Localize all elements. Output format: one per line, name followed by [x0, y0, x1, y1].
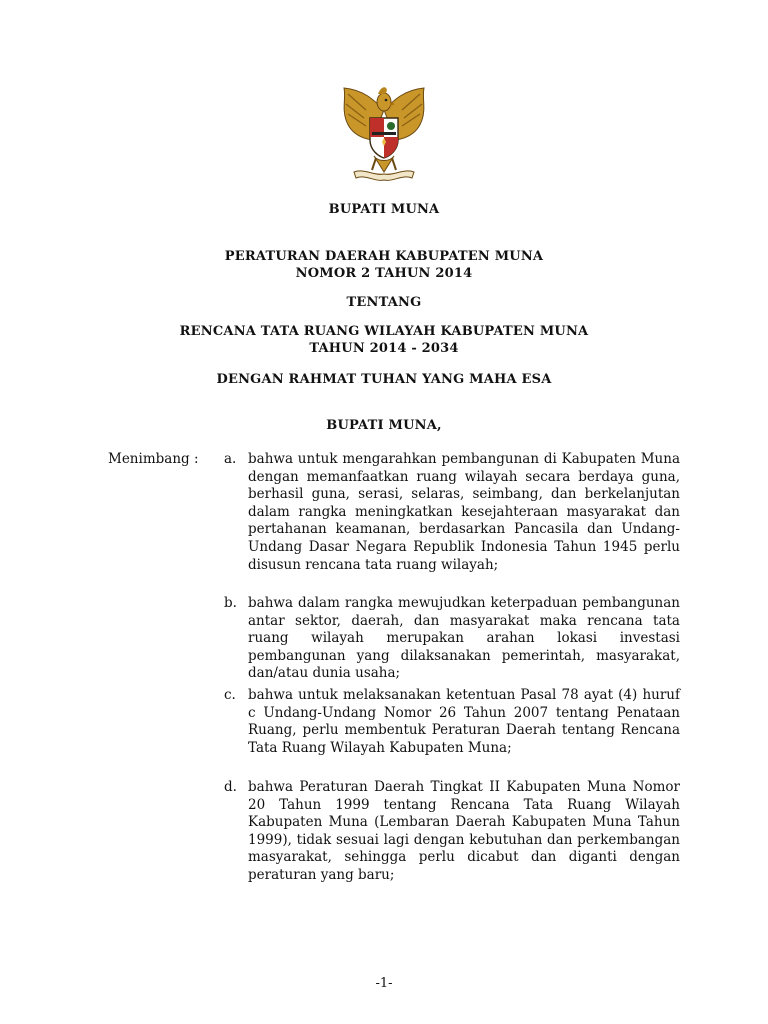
item-letter: d.: [224, 779, 237, 795]
page-number: -1-: [375, 976, 393, 991]
item-letter: b.: [224, 595, 237, 611]
subject-line-2: TAHUN 2014 - 2034: [309, 341, 459, 356]
item-text: bahwa dalam rangka mewujudkan keterpaduan pembangunan antar sektor, daerah, dan masyarakat maka rencana tata ruang wilayah merupakan arahan lokasi investasi pembangunan yang dilaksanakan pemerintah, masyarakat, dan/atau dunia usaha;: [248, 595, 680, 682]
item-letter: a.: [224, 451, 237, 467]
item-text: bahwa untuk mengarahkan pembangunan di Kabupaten Muna dengan memanfaatkan ruang wilayah secara berdaya guna, berhasil guna, serasi, selaras, seimbang, dan berkelanjutan dalam rangka meningkatkan kesejahteraan masyarakat dan pertahanan keamanan, berdasarkan Pancasila dan Undang-Undang Dasar Negara Republik Indonesia Tahun 1945 perlu disusun rencana tata ruang wilayah;: [248, 451, 680, 573]
regulation-title: PERATURAN DAERAH KABUPATEN MUNA: [224, 249, 544, 264]
item-text: bahwa untuk melaksanakan ketentuan Pasal 78 ayat (4) huruf c Undang-Undang Nomor 26 Tahun 2007 tentang Penataan Ruang, perlu membentuk Peraturan Daerah tentang Rencana Tata Ruang Wilayah Kabupaten Muna;: [248, 687, 680, 756]
garuda-pancasila-emblem-icon: [334, 80, 434, 186]
regulation-number: NOMOR 2 TAHUN 2014: [295, 266, 473, 281]
item-letter: c.: [224, 687, 236, 703]
invocation-heading: DENGAN RAHMAT TUHAN YANG MAHA ESA: [216, 372, 552, 387]
item-text: bahwa Peraturan Daerah Tingkat II Kabupaten Muna Nomor 20 Tahun 1999 tentang Rencana Tata Ruang Wilayah Kabupaten Muna (Lembaran Daerah Kabupaten Muna Tahun 1999), tidak sesuai lagi dengan kebutuhan dan perkembangan masyarakat, sehingga perlu dicabut dan diganti dengan peraturan yang baru;: [248, 779, 680, 883]
regent-heading: BUPATI MUNA,: [326, 418, 442, 433]
about-heading: TENTANG: [346, 295, 422, 310]
considering-label: Menimbang :: [108, 451, 199, 467]
issuer-heading: BUPATI MUNA: [328, 202, 440, 217]
subject-line-1: RENCANA TATA RUANG WILAYAH KABUPATEN MUNA: [179, 324, 589, 339]
